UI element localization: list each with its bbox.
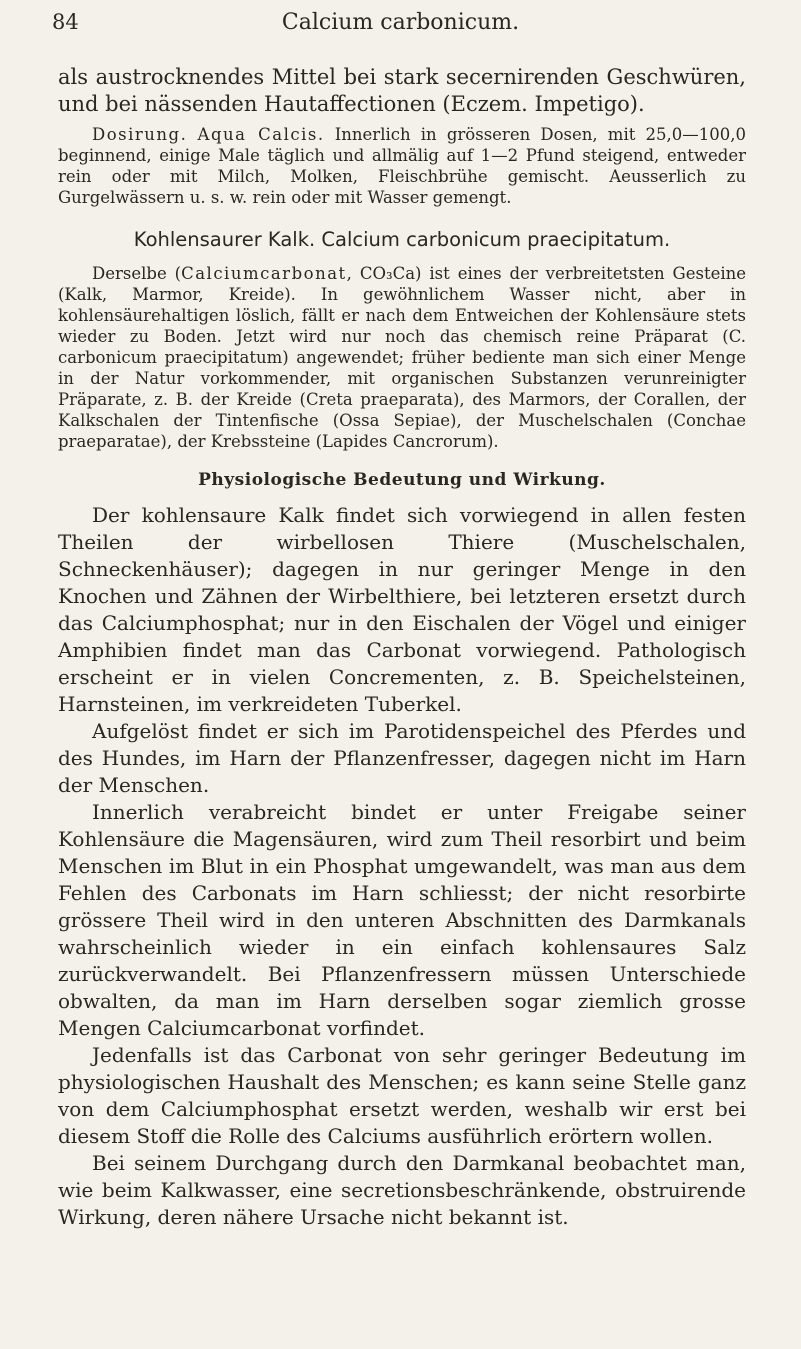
body-paragraph: Bei seinem Durchgang durch den Darmkanal beobachtet man, wie beim Kalkwasser, eine secretionsbeschränkende, obstruirende Wirkung, deren nähere Ursache nicht bekannt ist.	[58, 1151, 746, 1229]
subsection-title: Physiologische Bedeutung und Wirkung.	[198, 470, 606, 490]
body-paragraph: Aufgelöst findet er sich im Parotidenspeichel des Pferdes und des Hundes, im Harn der Pflanzenfresser, dagegen nicht im Harn der Menschen.	[58, 719, 746, 797]
body-paragraph: Der kohlensaure Kalk findet sich vorwiegend in allen festen Theilen der wirbellosen Thiere (Muschelschalen, Schneckenhäuser); dagegen in nur geringer Menge in den Knochen und Zähnen der Wirbelthiere, bei letzteren ersetzt durch das Calciumphosphat; nur in den Eischalen der Vögel und einiger Amphibien findet man das Carbonat vorwiegend. Pathologisch erscheint er in vielen Concrementen, z. B. Speichelsteinen, Harnsteinen, im verkreideten Tuberkel.	[58, 503, 746, 716]
section-intro-start: Derselbe (	[92, 264, 182, 283]
running-head: Calcium carbonicum.	[281, 10, 520, 35]
dosage-text: Innerlich in grösseren Dosen, mit 25,0—100,0 beginnend, einige Male täglich und allmälig auf 1—2 Pfund steigend, entweder rein oder mit Milch, Molken, Fleischbrühe gemischt. Aeusserlich zu Gurgelwässern u. s. w. rein oder mit Wasser gemengt.	[58, 125, 747, 207]
dosage-label: Dosirung.	[92, 125, 188, 144]
dosage-drug: Aqua Calcis.	[197, 125, 325, 144]
page-number: 84	[52, 10, 79, 34]
section-title: Kohlensaurer Kalk. Calcium carbonicum praecipitatum.	[133, 228, 671, 251]
body-paragraph: Jedenfalls ist das Carbonat von sehr geringer Bedeutung im physiologischen Haushalt des Menschen; es kann seine Stelle ganz von dem Calciumphosphat ersetzt werden, weshalb wir erst bei diesem Stoff die Rolle des Calciums ausführlich erörtern wollen.	[58, 1043, 746, 1148]
dosage-paragraph	[58, 124, 746, 208]
body-paragraph: Innerlich verabreicht bindet er unter Freigabe seiner Kohlensäure die Magensäuren, wird zum Theil resorbirt und beim Menschen im Blut in ein Phosphat umgewandelt, was man aus dem Fehlen des Carbonats im Harn schliesst; der nicht resorbirte grössere Theil wird in den unteren Abschnitten des Darmkanals wahrscheinlich wieder in ein einfach kohlensaures Salz zurückverwandelt. Bei Pflanzenfressern müssen Unterschiede obwalten, da man im Harn derselben sogar ziemlich grosse Mengen Calciumcarbonat vorfindet.	[58, 800, 746, 1040]
page-body	[58, 64, 746, 1231]
section-intro-rest: , CO₃Ca) ist eines der verbreitetsten Gesteine (Kalk, Marmor, Kreide). In gewöhnlichem Wasser nicht, aber in kohlensäurehaltigen löslich, fällt er nach dem Entweichen der Kohlensäure stets wieder zu Boden. Jetzt wird nur noch das chemisch reine Präparat (C. carbonicum praecipitatum) angewendet; früher bediente man sich einer Menge in der Natur vorkommender, mit organischen Substanzen verunreinigter Präparate, z. B. der Kreide (Creta praeparata), des Marmors, der Corallen, der Kalkschalen der Tintenfische (Ossa Sepiae), der Muschelschalen (Conchae praeparatae), der Krebssteine (Lapides Cancrorum).	[58, 264, 747, 451]
intro-paragraph: als austrocknendes Mittel bei stark secernirenden Geschwüren, und bei nässenden Hautaffectionen (Eczem. Impetigo).	[58, 65, 746, 116]
section-intro-term: Calciumcarbonat	[181, 264, 347, 283]
section-intro	[58, 263, 746, 452]
